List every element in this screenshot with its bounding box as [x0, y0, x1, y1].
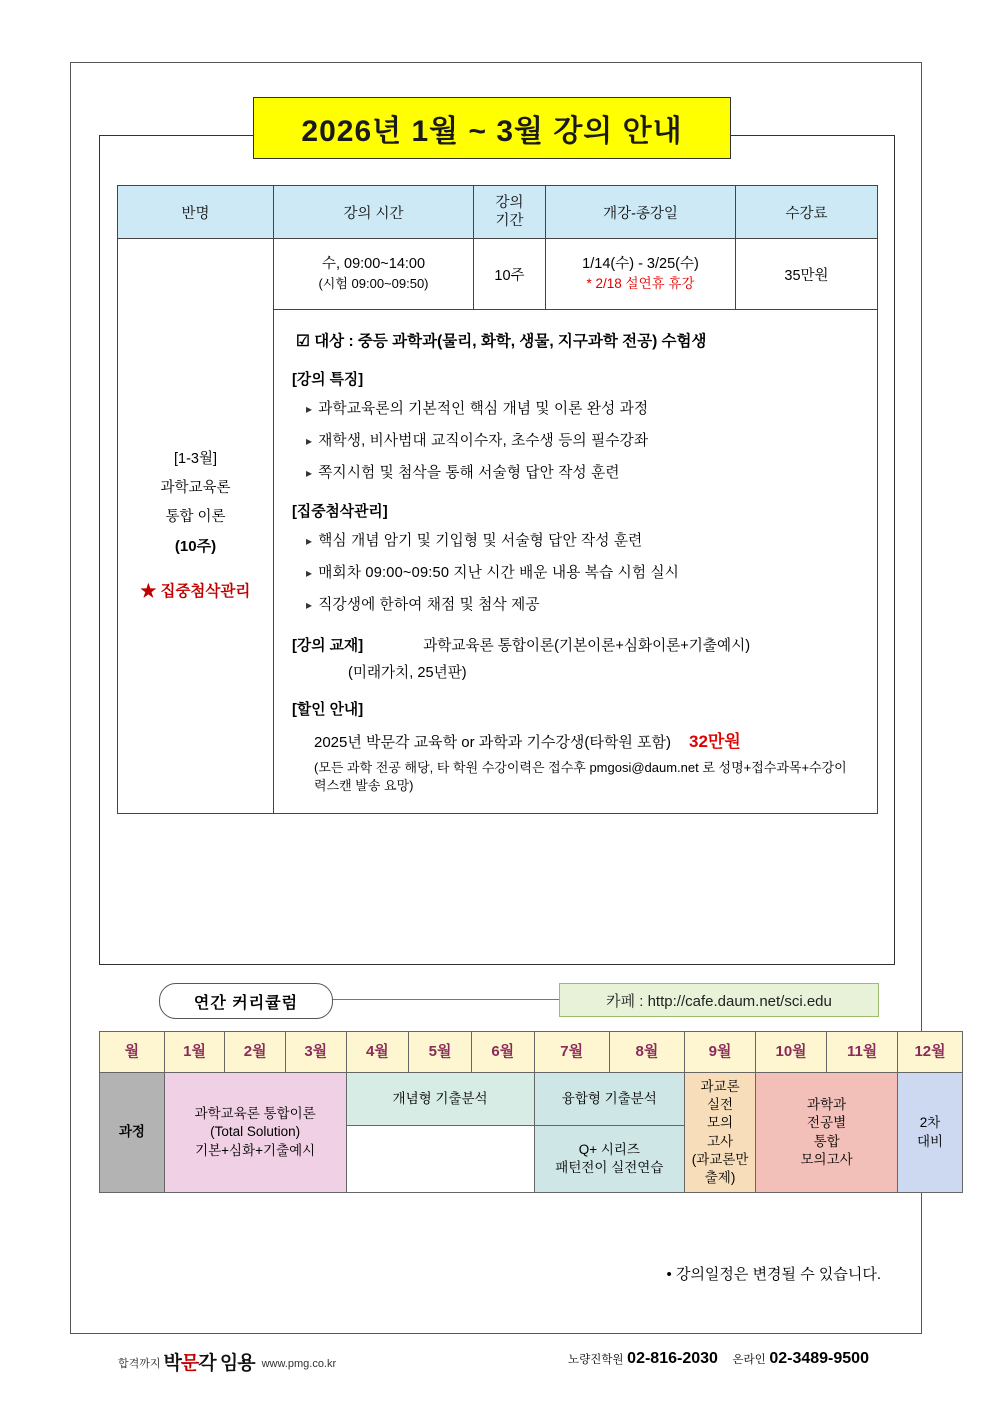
feature-text: 재학생, 비사범대 교직이수자, 초수생 등의 필수강좌 [318, 433, 649, 450]
class-fee-cell: 35만원 [736, 239, 878, 310]
curriculum-row-header: 월 [100, 1032, 165, 1073]
header-dates: 개강-종강일 [546, 186, 736, 239]
footer-site: www.pmg.co.kr [261, 1358, 337, 1370]
curriculum-cell-empty [346, 1126, 534, 1193]
curriculum-cell-mock-exam [685, 1073, 756, 1193]
class-time-cell [274, 239, 474, 310]
class-dates-cell [546, 239, 736, 310]
month-cell: 4월 [346, 1032, 409, 1073]
cell-line3: 통합 [813, 1133, 840, 1149]
list-item [306, 399, 859, 421]
cell-line6: 출제) [704, 1169, 736, 1185]
cell-line1: 과학교육론 통합이론 [194, 1106, 316, 1122]
discount-title: [할인 안내] [292, 702, 364, 719]
intensive-text: 핵심 개념 암기 및 기입형 및 서술형 답안 작성 훈련 [318, 533, 643, 550]
cafe-link[interactable]: 카페 : http://cafe.daum.net/sci.edu [559, 983, 879, 1017]
cell-line5: (과교론만 [691, 1151, 749, 1167]
curriculum-cell-concept-analysis: 개념형 기출분석 [346, 1073, 534, 1126]
curriculum-cell-second-stage [898, 1073, 963, 1193]
header-fee: 수강료 [736, 186, 878, 239]
cell-line3: 기본+심화+기출예시 [195, 1142, 316, 1158]
bullet-icon: ▸ [306, 466, 313, 481]
month-cell: 8월 [609, 1032, 684, 1073]
feature-text: 과학교육론의 기본적인 핵심 개념 및 이론 완성 과정 [318, 401, 649, 418]
branch-phone: 02-816-2030 [627, 1350, 718, 1367]
course-info-table [117, 185, 878, 814]
curriculum-cell-total-solution [164, 1073, 346, 1193]
schedule-note: • 강의일정은 변경될 수 있습니다. [666, 1266, 881, 1283]
list-item [306, 531, 859, 553]
features-list [292, 399, 859, 485]
curriculum-label: 연간 커리큘럼 [159, 983, 333, 1019]
cell-line2: 전공별 [807, 1115, 847, 1131]
cell-line1: 과교론 [700, 1078, 740, 1094]
cell-line2: 패턴전이 실전연습 [555, 1160, 664, 1175]
class-name-line3: 통합 이론 [165, 509, 226, 526]
intensive-text: 직강생에 한하여 채점 및 첨삭 제공 [318, 597, 540, 614]
page-title: 2026년 1월 ~ 3월 강의 안내 [253, 97, 731, 159]
list-item [306, 463, 859, 485]
features-title: [강의 특징] [292, 372, 364, 389]
brand-part1: 박 [163, 1353, 181, 1374]
bullet-icon: ▸ [306, 566, 313, 581]
month-cell: 9월 [685, 1032, 756, 1073]
curriculum-table [99, 1031, 963, 1193]
target-line: ☑ 대상 : 중등 과학과(물리, 화학, 생물, 지구과학 전공) 수험생 [296, 333, 707, 350]
list-item [306, 431, 859, 453]
month-cell: 12월 [898, 1032, 963, 1073]
bullet-icon: ▸ [306, 534, 313, 549]
cell-line4: 고사 [707, 1133, 734, 1149]
month-cell: 1월 [164, 1032, 225, 1073]
class-badge: ★ 집중첨삭관리 [140, 583, 251, 601]
table-data-row [118, 239, 878, 310]
list-item [306, 595, 859, 617]
month-cell: 7월 [534, 1032, 609, 1073]
month-cell: 6월 [471, 1032, 534, 1073]
cell-line2: (Total Solution) [210, 1124, 301, 1140]
class-name-cell [118, 239, 274, 814]
class-name-line4: (10주) [174, 538, 217, 556]
class-time: 수, 09:00~14:00 [321, 256, 426, 273]
class-time-sub: (시험 09:00~09:50) [318, 276, 429, 291]
curriculum-month-row [100, 1032, 963, 1073]
header-period-line2: 기간 [495, 213, 524, 229]
bullet-icon: ▸ [306, 598, 313, 613]
curriculum-upper-row [100, 1073, 963, 1126]
online-phone: 02-3489-9500 [769, 1350, 869, 1367]
class-period-cell: 10주 [474, 239, 546, 310]
cell-line1: 2차 [919, 1115, 941, 1131]
discount-text: 2025년 박문각 교육학 or 과학과 기수강생(타학원 포함) [314, 734, 672, 752]
footer-logo [118, 1348, 336, 1375]
header-period [474, 186, 546, 239]
intensive-list [292, 531, 859, 617]
cell-line1: Q+ 시리즈 [578, 1141, 640, 1157]
discount-price: 32만원 [689, 732, 741, 752]
bullet-icon: ▸ [306, 402, 313, 417]
footer-brand [164, 1353, 255, 1374]
class-name-line1: [1-3월] [173, 451, 218, 468]
month-cell: 2월 [225, 1032, 286, 1073]
footer [70, 1336, 922, 1386]
header-time: 강의 시간 [274, 186, 474, 239]
curriculum-cell-qplus [534, 1126, 684, 1193]
cell-line2: 실전 [707, 1097, 734, 1113]
curriculum-divider [329, 999, 559, 1000]
list-item [306, 563, 859, 585]
feature-text: 쪽지시험 및 첨삭을 통해 서술형 답안 작성 훈련 [318, 465, 620, 482]
flyer-page [70, 62, 946, 1334]
footer-logo-prefix: 합격까지 [118, 1358, 161, 1370]
cell-line2: 대비 [917, 1133, 944, 1149]
online-label: 온라인 [732, 1354, 766, 1366]
curriculum-cell-fusion-analysis: 융합형 기출분석 [534, 1073, 684, 1126]
branch-label: 노량진학원 [568, 1354, 624, 1366]
month-cell: 3월 [285, 1032, 346, 1073]
header-class-name: 반명 [118, 186, 274, 239]
book-line2: (미래가치, 25년판) [348, 665, 467, 682]
table-header-row [118, 186, 878, 239]
brand-part3: 각 임용 [198, 1353, 255, 1374]
month-cell: 11월 [827, 1032, 898, 1073]
book-title: [강의 교재] [292, 637, 364, 654]
cell-line3: 모의 [707, 1115, 734, 1131]
class-name-line2: 과학교육론 [160, 480, 231, 497]
header-period-line1: 강의 [495, 194, 524, 211]
month-cell: 5월 [409, 1032, 472, 1073]
brand-part2: 문 [180, 1353, 199, 1374]
footer-phones [568, 1350, 869, 1368]
discount-note: (모든 과학 전공 해당, 타 학원 수강이력은 접수후 pmgosi@daum.net 로 성명+접수과목+수강이력스캔 발송 요망) [314, 759, 847, 793]
discount-line [314, 729, 859, 755]
book-line1: 과학교육론 통합이론(기본이론+심화이론+기출예시) [423, 637, 751, 654]
intensive-text: 매회차 09:00~09:50 지난 시간 배운 내용 복습 시험 실시 [318, 565, 680, 582]
bullet-icon: ▸ [306, 434, 313, 449]
class-dates-note: * 2/18 설연휴 휴강 [586, 275, 695, 291]
cell-line4: 모의고사 [800, 1151, 853, 1167]
month-cell: 10월 [756, 1032, 827, 1073]
curriculum-cell-major-mock [756, 1073, 898, 1193]
class-dates: 1/14(수) - 3/25(수) [582, 256, 699, 273]
cell-line1: 과학과 [807, 1097, 847, 1113]
intensive-title: [집중첨삭관리] [292, 504, 388, 521]
curriculum-row-label: 과정 [100, 1073, 165, 1193]
course-detail-cell [274, 310, 878, 814]
